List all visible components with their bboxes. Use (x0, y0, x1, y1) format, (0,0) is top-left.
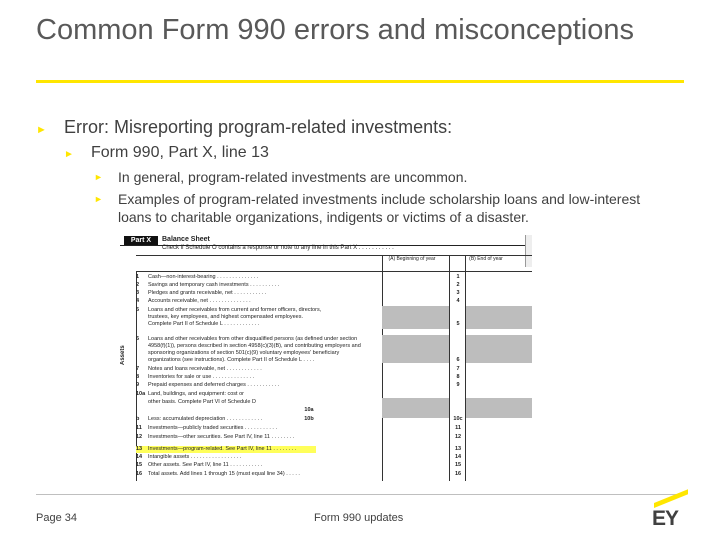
form-cell: Intangible assets . . . . . . . . . . . . . . . . . (148, 454, 242, 460)
bullet-level-3 (94, 168, 664, 186)
form-cell: 10a (136, 391, 146, 397)
form-cell: 14 (454, 454, 462, 460)
shaded-cell (466, 398, 532, 418)
form-cell: Other assets. See Part IV, line 11 . . . . . . . . . . . (148, 462, 263, 468)
logo-beam-icon (654, 489, 688, 508)
form-cell: Less: accumulated depreciation . . . . . . . . . . . . (148, 416, 263, 422)
form-cell: Prepaid expenses and deferred charges . . . . . . . . . . . (148, 382, 280, 388)
form-cell: 1 (136, 274, 140, 280)
slide-title: Common Form 990 errors and misconceptions (36, 14, 634, 46)
form-cell: 5 (136, 307, 140, 313)
column-b-header: (B) End of year (469, 256, 503, 262)
form-cell: 6 (456, 357, 460, 363)
form-cell: 3 (136, 290, 140, 296)
bullet-level-2 (64, 144, 269, 162)
bullet-text: Examples of program-related investments include scholarship loans and low-interest loans to charitable organizations, indigents or victims of a disaster. (118, 191, 641, 225)
bullet-arrow-icon: ► (94, 194, 103, 204)
form-cell: Loans and other receivables from current and former officers, directors, (148, 307, 322, 313)
form-cell: 2 (136, 282, 140, 288)
form-cell: Savings and temporary cash investments . . . . . . . . . . (148, 282, 280, 288)
bullet-text: Error: Misreporting program-related investments: (64, 117, 453, 137)
form-cell: 13 (454, 446, 462, 452)
form-cell: sponsoring organizations of section 501(c)(9) voluntary employees' beneficiary (148, 350, 340, 356)
form-cell: 2 (456, 282, 460, 288)
form-cell: Pledges and grants receivable, net . . . . . . . . . . . (148, 290, 267, 296)
form-cell: Inventories for sale or use . . . . . . . . . . . . . . (148, 374, 255, 380)
form-cell: organizations (see instructions). Complete Part II of Schedule L . . . . (148, 357, 315, 363)
bullet-text: In general, program-related investments are uncommon. (118, 169, 468, 185)
form-cell: 7 (136, 366, 140, 372)
form-cell: 4958(f)(1)), persons described in section 4958(c)(3)(B), and contributing employers and (148, 343, 361, 349)
form-cell: Total assets. Add lines 1 through 15 (must equal line 34) . . . . . (148, 471, 300, 477)
bullet-arrow-icon: ► (36, 124, 47, 136)
form-rule (449, 255, 450, 481)
form-rule (465, 255, 466, 481)
bullet-arrow-icon: ► (64, 149, 74, 160)
form-rule (136, 271, 532, 272)
scrollbar[interactable] (525, 235, 532, 267)
form-cell: 15 (454, 462, 462, 468)
shaded-cell (382, 335, 449, 363)
title-rule (36, 80, 684, 83)
shaded-cell (382, 306, 449, 329)
form-cell: 13 (136, 446, 143, 452)
form-cell: Investments—publicly traded securities . . . . . . . . . . . (148, 425, 277, 431)
footer-rule (36, 494, 684, 495)
form-cell: 16 (136, 471, 143, 477)
form-cell: 15 (136, 462, 143, 468)
footer-title: Form 990 updates (314, 512, 404, 524)
form-cell: Cash—non-interest-bearing . . . . . . . . . . . . . . (148, 274, 259, 280)
form-cell: 14 (136, 454, 143, 460)
form-cell: 4 (136, 298, 140, 304)
form-cell: 10a (304, 407, 314, 413)
form-cell: 5 (456, 321, 460, 327)
form-cell: 4 (456, 298, 460, 304)
form-cell: 6 (136, 336, 140, 342)
form-cell: 11 (455, 425, 461, 431)
form-rule (136, 255, 532, 256)
bullet-level-3 (94, 190, 664, 226)
form-cell: 10c (453, 416, 463, 422)
form-cell: 12 (136, 434, 143, 440)
logo-text: EY (652, 507, 679, 530)
page-number: Page 34 (36, 512, 77, 524)
shaded-cell (466, 306, 532, 329)
bullet-level-1 (36, 117, 452, 138)
form-cell: Notes and loans receivable, net . . . . . . . . . . . . (148, 366, 262, 372)
form-cell: 9 (136, 382, 140, 388)
form-cell: trustees, key employees, and highest compensated employees. (148, 314, 304, 320)
form-cell: 7 (456, 366, 460, 372)
shaded-cell (382, 398, 449, 418)
check-line: Check if Schedule O contains a response or note to any line in this Part X . . . . . . . . . . . (162, 245, 394, 251)
bullet-arrow-icon: ► (94, 172, 103, 182)
form-cell: Loans and other receivables from other disqualified persons (as defined under section (148, 336, 358, 342)
shaded-cell (466, 335, 532, 363)
form-cell: other basis. Complete Part VI of Schedule D (148, 399, 256, 405)
form-cell: 12 (454, 434, 462, 440)
part-label: Part X (124, 236, 158, 245)
section-title: Balance Sheet (162, 236, 210, 243)
form-cell: 1 (456, 274, 460, 280)
assets-side-label: Assets (120, 345, 126, 365)
form-990-part-x-image (120, 235, 532, 481)
form-cell: Investments—other securities. See Part IV, line 11 . . . . . . . . (148, 434, 295, 440)
form-cell: 16 (454, 471, 462, 477)
ey-logo (648, 496, 688, 532)
form-cell: 10b (304, 416, 314, 422)
form-cell: 8 (456, 374, 460, 380)
form-cell: Accounts receivable, net . . . . . . . . . . . . . . (148, 298, 251, 304)
form-cell: 9 (456, 382, 460, 388)
form-cell: 11 (136, 425, 142, 431)
form-cell: Investments—program-related. See Part IV, line 11 . . . . . . . . (148, 446, 297, 452)
bullet-text: Form 990, Part X, line 13 (91, 144, 269, 161)
form-cell: b (136, 416, 140, 422)
form-cell: Complete Part II of Schedule L . . . . . . . . . . . . (148, 321, 260, 327)
form-cell: 8 (136, 374, 140, 380)
column-a-header: (A) Beginning of year (388, 256, 436, 262)
form-cell: 3 (456, 290, 460, 296)
form-cell: Land, buildings, and equipment: cost or (148, 391, 245, 397)
